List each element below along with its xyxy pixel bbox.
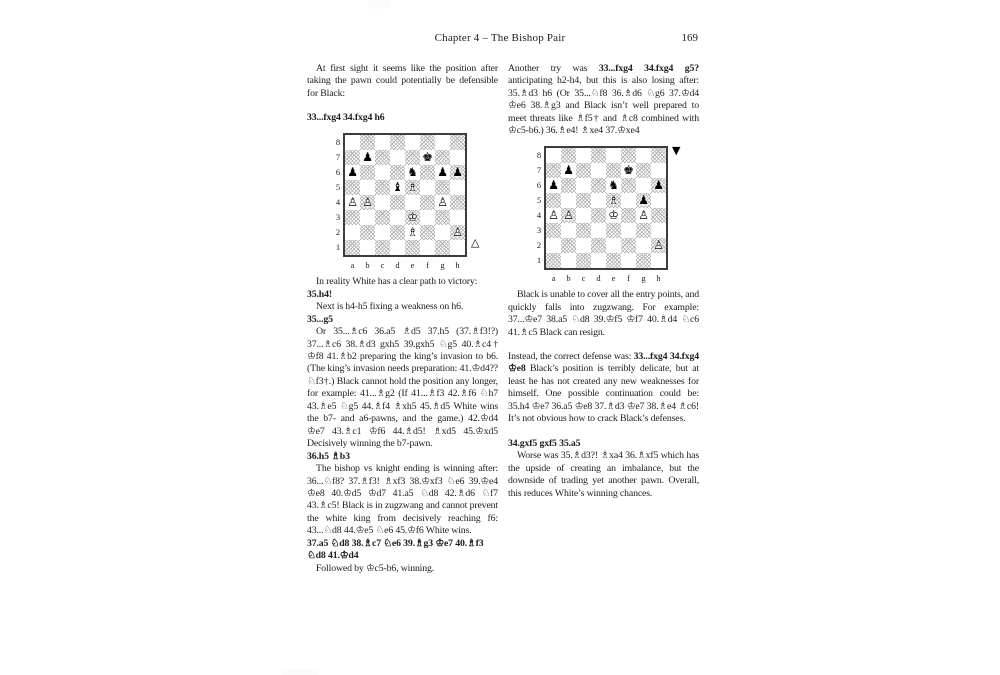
chapter-header: Chapter 4 – The Bishop Pair bbox=[434, 32, 566, 44]
white-pawn-icon: ♙ bbox=[362, 194, 373, 209]
black-pawn-icon: ♟ bbox=[452, 164, 463, 179]
square-b1 bbox=[360, 240, 375, 255]
page-number: 169 bbox=[681, 32, 698, 44]
scan-artifact-bottom bbox=[282, 669, 318, 675]
paragraph bbox=[508, 63, 699, 138]
rank-label: 3 bbox=[536, 224, 542, 235]
square-g2 bbox=[435, 225, 450, 240]
paragraph-spacer bbox=[508, 339, 699, 351]
square-d3 bbox=[390, 210, 405, 225]
move-line bbox=[307, 451, 498, 463]
black-pawn-icon: ♟ bbox=[653, 177, 664, 192]
square-a5 bbox=[546, 193, 561, 208]
rank-label: 1 bbox=[536, 254, 542, 265]
move-text: 33...fxg4 34.fxg4 ♔e8 bbox=[508, 350, 699, 375]
square-d5 bbox=[390, 180, 405, 195]
square-f1 bbox=[621, 253, 636, 268]
file-label: f bbox=[426, 259, 429, 270]
square-b8 bbox=[561, 148, 576, 163]
paragraph bbox=[307, 463, 498, 538]
file-label: g bbox=[440, 259, 445, 270]
square-g1 bbox=[636, 253, 651, 268]
move-text: 37.a5 ♘d8 38.♗c7 ♘e6 39.♗g3 ♔e7 40.♗f3 ♘d8 41.♔d4 bbox=[307, 537, 484, 562]
square-b8 bbox=[360, 135, 375, 150]
move-line bbox=[307, 314, 498, 326]
square-g2 bbox=[636, 238, 651, 253]
square-f6 bbox=[621, 178, 636, 193]
square-b5 bbox=[360, 180, 375, 195]
square-f4 bbox=[420, 195, 435, 210]
square-a8 bbox=[345, 135, 360, 150]
square-a4 bbox=[546, 208, 561, 223]
square-d5 bbox=[591, 193, 606, 208]
square-f3 bbox=[621, 223, 636, 238]
square-c8 bbox=[576, 148, 591, 163]
white-pawn-icon: ♙ bbox=[452, 224, 463, 239]
black-king-icon: ♚ bbox=[422, 149, 433, 164]
move-line bbox=[307, 289, 498, 301]
square-b7 bbox=[561, 163, 576, 178]
square-f5 bbox=[420, 180, 435, 195]
file-label: c bbox=[581, 272, 586, 283]
left-text-column bbox=[307, 63, 498, 575]
black-pawn-icon: ♟ bbox=[563, 162, 574, 177]
square-h5 bbox=[450, 180, 465, 195]
body-text: Instead, the correct defense was: bbox=[508, 350, 634, 362]
square-c1 bbox=[576, 253, 591, 268]
black-pawn-icon: ♟ bbox=[437, 164, 448, 179]
square-f2 bbox=[420, 225, 435, 240]
square-h3 bbox=[651, 223, 666, 238]
square-d1 bbox=[390, 240, 405, 255]
square-c3 bbox=[375, 210, 390, 225]
square-c6 bbox=[576, 178, 591, 193]
square-a1 bbox=[546, 253, 561, 268]
paragraph bbox=[307, 301, 498, 313]
square-h6 bbox=[651, 178, 666, 193]
square-h7 bbox=[651, 163, 666, 178]
square-h6 bbox=[450, 165, 465, 180]
square-h1 bbox=[651, 253, 666, 268]
square-g1 bbox=[435, 240, 450, 255]
file-label: h bbox=[656, 272, 661, 283]
square-g3 bbox=[636, 223, 651, 238]
square-e2 bbox=[606, 238, 621, 253]
right-text-column bbox=[508, 63, 699, 500]
move-line bbox=[307, 112, 498, 124]
paragraph bbox=[307, 63, 498, 100]
rank-label: 2 bbox=[335, 226, 341, 237]
square-b5 bbox=[561, 193, 576, 208]
file-label: f bbox=[627, 272, 630, 283]
square-f7 bbox=[621, 163, 636, 178]
square-c2 bbox=[576, 238, 591, 253]
square-h4 bbox=[651, 208, 666, 223]
move-text: 36.h5 ♗b3 bbox=[307, 450, 350, 462]
rank-label: 5 bbox=[536, 194, 542, 205]
square-a7 bbox=[546, 163, 561, 178]
square-d2 bbox=[390, 225, 405, 240]
square-b4 bbox=[561, 208, 576, 223]
square-f8 bbox=[621, 148, 636, 163]
move-text: 33...fxg4 34.fxg4 h6 bbox=[307, 112, 385, 124]
body-text: Or 35...♗c6 36.a5 ♗d5 37.h5 (37.♗f3!?) 37...♗c6 38.♗d3 gxh5 39.gxh5 ♘g5 40.♗c4† ♔f8 41.♗b2 preparing the king’s invasion to b6. (The king’s invasion needs preparation: 41.♔d4?? ♘f3†.) Black cannot hold the position any longer, for example: 41...♗g2 (If 41...♗f3 42.♗f6 ♘h7 43.♗e5 ♘g5 44.♗f4 ♗xh5 45.♗d5 White wins the b7- and a6-pawns, and the game.) 42.♔d4 ♔e7 43.♗c1 ♔f6 44.♗d5! ♗xd5 45.♔xd5 Decisively winning the b7-pawn. bbox=[307, 326, 498, 450]
file-label: d bbox=[596, 272, 601, 283]
rank-labels bbox=[534, 146, 544, 268]
body-text: Next is h4-h5 fixing a weakness on h6. bbox=[316, 301, 464, 313]
square-c4 bbox=[576, 208, 591, 223]
square-f4 bbox=[621, 208, 636, 223]
move-text: 33...fxg4 34.fxg4 g5? bbox=[598, 63, 700, 74]
square-e6 bbox=[405, 165, 420, 180]
square-e5 bbox=[606, 193, 621, 208]
black-bishop-icon: ♝ bbox=[392, 179, 403, 194]
square-d7 bbox=[591, 163, 606, 178]
square-e8 bbox=[405, 135, 420, 150]
white-pawn-icon: ♙ bbox=[347, 194, 358, 209]
file-label: b bbox=[566, 272, 571, 283]
square-e1 bbox=[405, 240, 420, 255]
chess-board bbox=[343, 133, 467, 257]
rank-label: 1 bbox=[335, 241, 341, 252]
rank-labels bbox=[333, 133, 343, 255]
square-b3 bbox=[360, 210, 375, 225]
square-e4 bbox=[405, 195, 420, 210]
square-e6 bbox=[606, 178, 621, 193]
square-c5 bbox=[375, 180, 390, 195]
square-b7 bbox=[360, 150, 375, 165]
square-c8 bbox=[375, 135, 390, 150]
black-pawn-icon: ♟ bbox=[347, 164, 358, 179]
square-e7 bbox=[606, 163, 621, 178]
board-area bbox=[333, 133, 469, 257]
square-f8 bbox=[420, 135, 435, 150]
square-c3 bbox=[576, 223, 591, 238]
white-pawn-icon: ♙ bbox=[638, 207, 649, 222]
rank-label: 7 bbox=[335, 151, 341, 162]
square-g8 bbox=[435, 135, 450, 150]
square-c1 bbox=[375, 240, 390, 255]
square-c4 bbox=[375, 195, 390, 210]
square-h2 bbox=[651, 238, 666, 253]
black-pawn-icon: ♟ bbox=[638, 192, 649, 207]
body-text: Black is unable to cover all the entry points, and quickly falls into zugzwang. For example: 37...♔e7 38.a5 ♘d8 39.♔f5 ♔f7 40.♗d4 ♘c6 41.♗c5 Black can resign. bbox=[508, 289, 699, 338]
black-to-move-indicator-icon: ▼ bbox=[672, 143, 681, 157]
square-c6 bbox=[375, 165, 390, 180]
move-line bbox=[508, 438, 699, 450]
chess-diagram-d2 bbox=[534, 143, 681, 284]
square-h2 bbox=[450, 225, 465, 240]
square-f5 bbox=[621, 193, 636, 208]
square-e8 bbox=[606, 148, 621, 163]
white-pawn-icon: ♙ bbox=[563, 207, 574, 222]
chess-diagram-d1 bbox=[333, 133, 480, 271]
file-label: h bbox=[455, 259, 460, 270]
body-text: The bishop vs knight ending is winning after: 36...♘f8? 37.♗f3! ♗xf3 38.♔xf3 ♘e6 39.♔e4 ♔e8 40.♔d5 ♔d7 41.a5 ♘d8 42.♗d6 ♘f7 43.♗c5! Black is in zugzwang and cannot prevent the white king from decisively reaching f6: 43...♘d8 44.♔e5 ♘e6 45.♔f6 White wins. bbox=[307, 463, 498, 537]
square-a5 bbox=[345, 180, 360, 195]
rank-label: 8 bbox=[536, 149, 542, 160]
rank-label: 3 bbox=[335, 211, 341, 222]
square-c5 bbox=[576, 193, 591, 208]
square-b3 bbox=[561, 223, 576, 238]
paragraph bbox=[508, 289, 699, 339]
file-label: g bbox=[641, 272, 646, 283]
body-text: At first sight it seems like the position after taking the pawn could potentially be defensible for Black: bbox=[307, 63, 498, 99]
square-a6 bbox=[345, 165, 360, 180]
black-knight-icon: ♞ bbox=[407, 164, 418, 179]
square-d1 bbox=[591, 253, 606, 268]
file-label: c bbox=[380, 259, 385, 270]
square-e2 bbox=[405, 225, 420, 240]
square-f6 bbox=[420, 165, 435, 180]
body-text: Followed by ♔c5-b6, winning. bbox=[316, 562, 435, 574]
paragraph-spacer bbox=[508, 426, 699, 438]
chess-board bbox=[544, 146, 668, 270]
rank-label: 4 bbox=[335, 196, 341, 207]
white-bishop-icon: ♗ bbox=[407, 179, 418, 194]
square-g4 bbox=[435, 195, 450, 210]
file-label: a bbox=[350, 259, 355, 270]
square-a4 bbox=[345, 195, 360, 210]
square-h8 bbox=[651, 148, 666, 163]
white-bishop-icon: ♗ bbox=[608, 192, 619, 207]
rank-label: 6 bbox=[335, 166, 341, 177]
square-g6 bbox=[636, 178, 651, 193]
square-b1 bbox=[561, 253, 576, 268]
black-knight-icon: ♞ bbox=[608, 177, 619, 192]
white-pawn-icon: ♙ bbox=[653, 237, 664, 252]
square-f3 bbox=[420, 210, 435, 225]
square-a6 bbox=[546, 178, 561, 193]
square-b2 bbox=[561, 238, 576, 253]
white-king-icon: ♔ bbox=[608, 207, 619, 222]
square-d6 bbox=[591, 178, 606, 193]
square-g4 bbox=[636, 208, 651, 223]
square-a7 bbox=[345, 150, 360, 165]
move-line bbox=[307, 538, 498, 563]
white-to-move-indicator-icon: △ bbox=[471, 235, 480, 249]
square-f2 bbox=[621, 238, 636, 253]
square-d2 bbox=[591, 238, 606, 253]
square-g8 bbox=[636, 148, 651, 163]
file-labels bbox=[546, 272, 666, 284]
square-d3 bbox=[591, 223, 606, 238]
paragraph bbox=[307, 326, 498, 451]
square-g7 bbox=[435, 150, 450, 165]
square-d4 bbox=[390, 195, 405, 210]
square-g7 bbox=[636, 163, 651, 178]
black-pawn-icon: ♟ bbox=[548, 177, 559, 192]
rank-label: 8 bbox=[335, 136, 341, 147]
square-a8 bbox=[546, 148, 561, 163]
square-h3 bbox=[450, 210, 465, 225]
rank-label: 7 bbox=[536, 164, 542, 175]
body-text: Black’s position is terribly delicate, but at least he has not created any new weaknesses for himself. One possible continuation could be: 35.h4 ♔e7 36.a5 ♔e8 37.♗d3 ♔e7 38.♗e4 ♗c6! It’s not obvious how to crack Black’s defenses. bbox=[508, 363, 699, 425]
black-pawn-icon: ♟ bbox=[362, 149, 373, 164]
board-area bbox=[534, 146, 670, 270]
square-c7 bbox=[375, 150, 390, 165]
black-king-icon: ♚ bbox=[623, 162, 634, 177]
square-d7 bbox=[390, 150, 405, 165]
body-text: anticipating h2-h4, but this is also losing after: 35.♗d3 h6 (Or 35...♘f8 36.♗d6 ♘g6 37.♔d4 ♔e6 38.♗g3 and Black isn’t well prepared to meet threats like ♗f5† and ♗c8 combined with ♔c5-b6.) 36.♗e4! ♗xe4 37.♔xe4 bbox=[508, 75, 699, 137]
rank-label: 4 bbox=[536, 209, 542, 220]
file-label: a bbox=[551, 272, 556, 283]
square-f1 bbox=[420, 240, 435, 255]
square-d6 bbox=[390, 165, 405, 180]
square-b2 bbox=[360, 225, 375, 240]
white-bishop-icon: ♗ bbox=[407, 224, 418, 239]
body-text: Worse was 35.♗d3?! ♗xa4 36.♗xf5 which has the upside of creating an imbalance, but the downside of trading yet another pawn. Overall, this reduces White’s winning chances. bbox=[508, 450, 699, 499]
square-a2 bbox=[345, 225, 360, 240]
rank-label: 6 bbox=[536, 179, 542, 190]
square-g5 bbox=[636, 193, 651, 208]
square-h7 bbox=[450, 150, 465, 165]
paragraph bbox=[307, 563, 498, 575]
square-a1 bbox=[345, 240, 360, 255]
square-a3 bbox=[546, 223, 561, 238]
square-h4 bbox=[450, 195, 465, 210]
square-h1 bbox=[450, 240, 465, 255]
square-e7 bbox=[405, 150, 420, 165]
square-d8 bbox=[591, 148, 606, 163]
scan-artifact-top bbox=[368, 0, 390, 9]
square-c2 bbox=[375, 225, 390, 240]
paragraph bbox=[307, 276, 498, 288]
square-a3 bbox=[345, 210, 360, 225]
body-text: In reality White has a clear path to victory: bbox=[316, 276, 478, 288]
square-h5 bbox=[651, 193, 666, 208]
square-f7 bbox=[420, 150, 435, 165]
square-e3 bbox=[405, 210, 420, 225]
rank-label: 2 bbox=[536, 239, 542, 250]
move-text: 34.gxf5 gxf5 35.a5 bbox=[508, 437, 581, 449]
file-label: e bbox=[410, 259, 415, 270]
square-g3 bbox=[435, 210, 450, 225]
rank-label: 5 bbox=[335, 181, 341, 192]
file-labels bbox=[345, 259, 465, 271]
file-label: b bbox=[365, 259, 370, 270]
square-h8 bbox=[450, 135, 465, 150]
move-text: 35.h4! bbox=[307, 288, 332, 300]
square-d4 bbox=[591, 208, 606, 223]
white-pawn-icon: ♙ bbox=[548, 207, 559, 222]
square-c7 bbox=[576, 163, 591, 178]
square-e5 bbox=[405, 180, 420, 195]
move-text: 35...g5 bbox=[307, 313, 333, 325]
file-label: d bbox=[395, 259, 400, 270]
square-e1 bbox=[606, 253, 621, 268]
square-e3 bbox=[606, 223, 621, 238]
square-a2 bbox=[546, 238, 561, 253]
square-b6 bbox=[561, 178, 576, 193]
square-b4 bbox=[360, 195, 375, 210]
paragraph bbox=[508, 450, 699, 500]
paragraph bbox=[508, 351, 699, 426]
white-pawn-icon: ♙ bbox=[437, 194, 448, 209]
body-text: Another try was bbox=[508, 63, 599, 74]
square-d8 bbox=[390, 135, 405, 150]
square-g6 bbox=[435, 165, 450, 180]
white-king-icon: ♔ bbox=[407, 209, 418, 224]
square-b6 bbox=[360, 165, 375, 180]
square-e4 bbox=[606, 208, 621, 223]
paragraph-spacer bbox=[307, 100, 498, 112]
file-label: e bbox=[611, 272, 616, 283]
square-g5 bbox=[435, 180, 450, 195]
